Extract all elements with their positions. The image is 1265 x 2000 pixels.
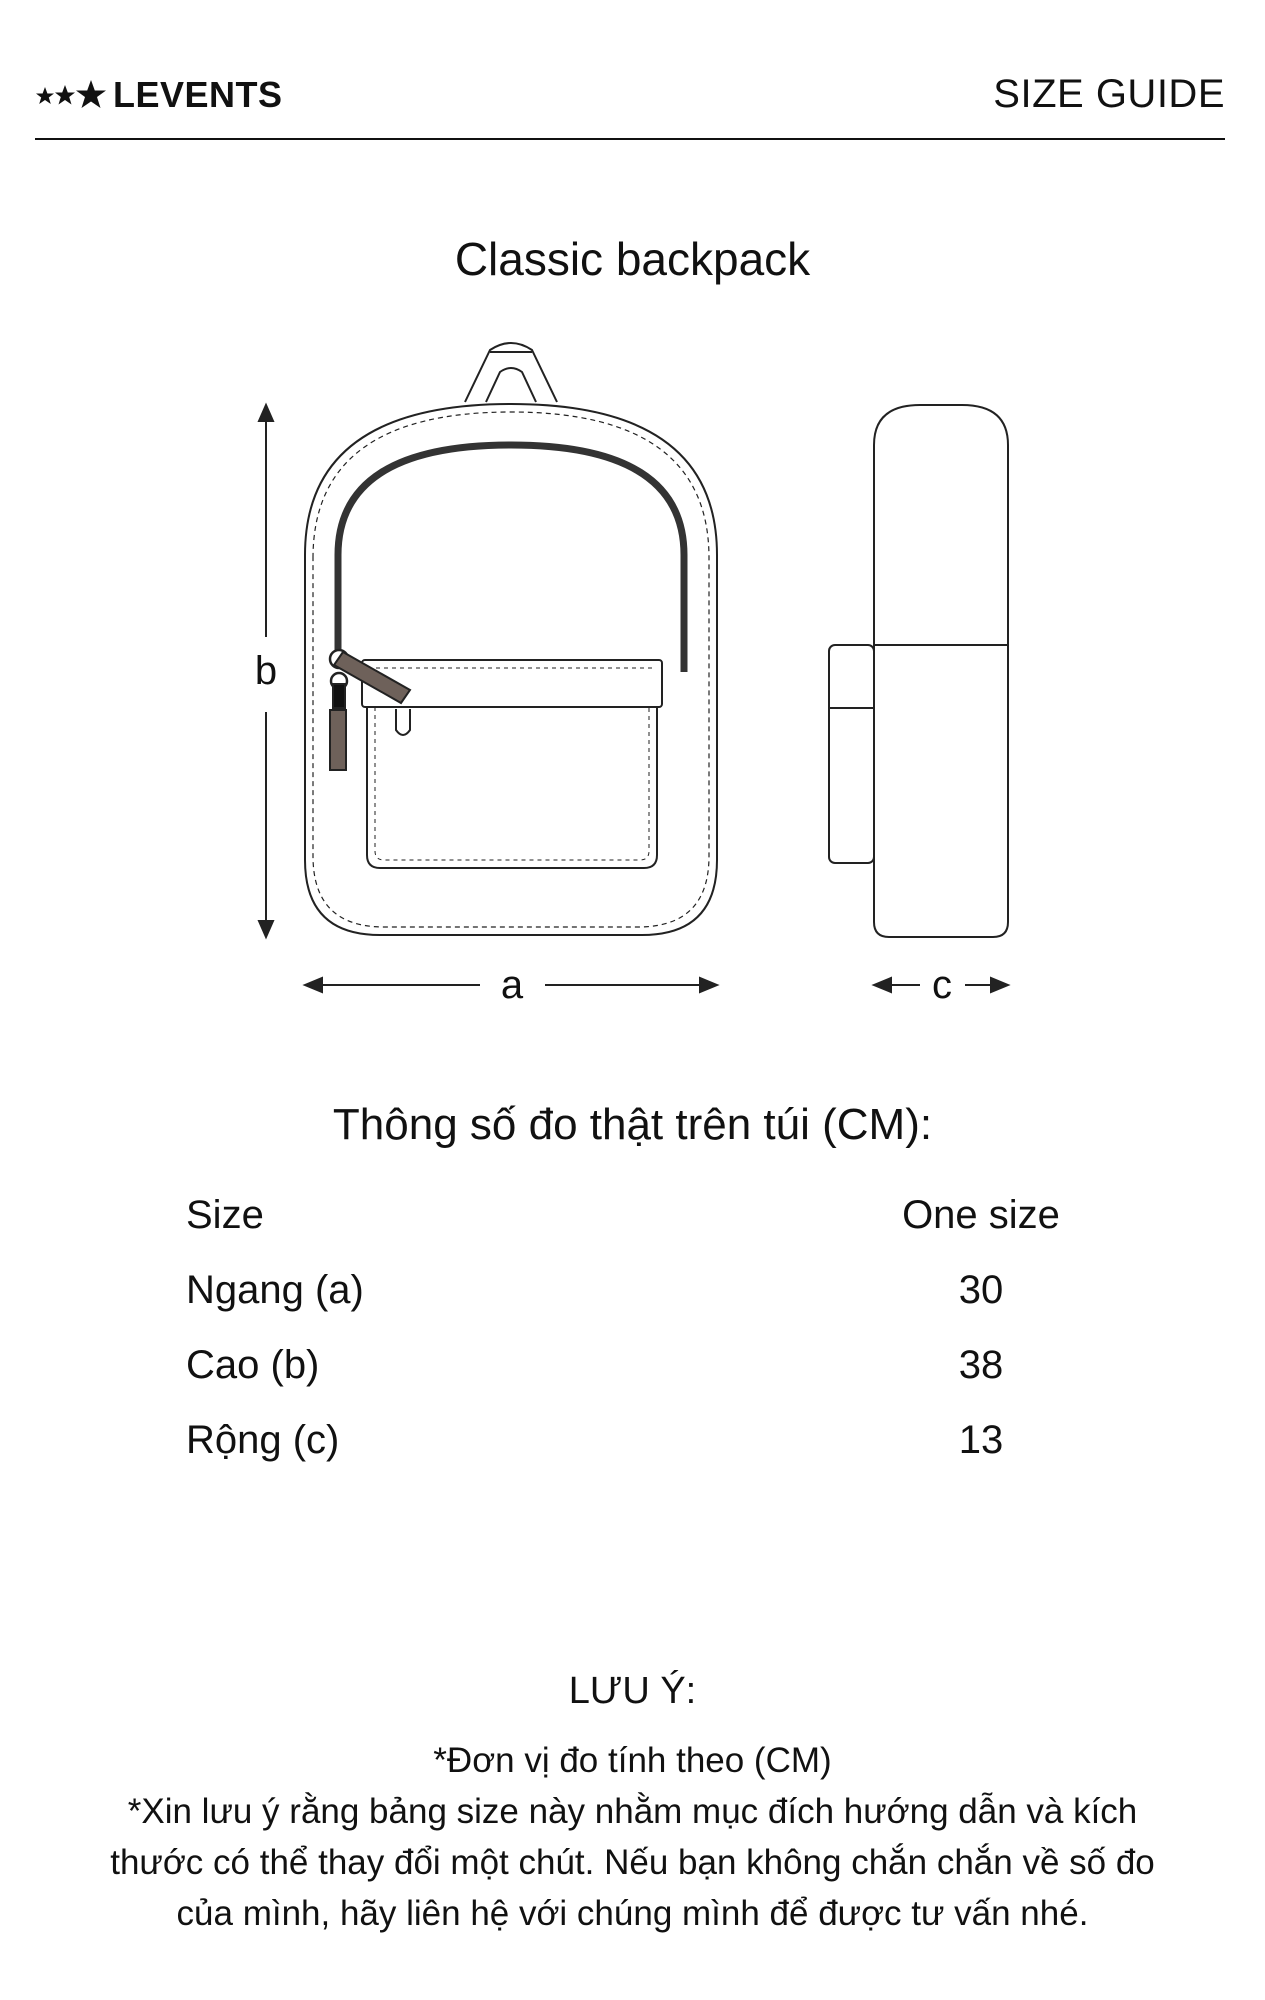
side-view [829,405,1008,937]
dimension-label-a: a [500,963,524,1007]
note-line: *Xin lưu ý rằng bảng size này nhằm mục đích hướng dẫn và kích [127,1792,1138,1831]
dimension-label-b: b [254,649,278,693]
spec-header-row [186,1185,1086,1260]
dimension-label-c: c [932,963,952,1007]
spec-table [186,1185,1086,1485]
dimension-arrows [259,405,1008,992]
note-line: *Đơn vị đo tính theo (CM) [433,1741,832,1780]
spec-title: Thông số đo thật trên túi (CM): [332,1100,933,1149]
front-view [305,343,717,935]
spec-row-width [186,1260,1086,1335]
spec-value-height: 38 [958,1343,1004,1387]
note-line: của mình, hãy liên hệ với chúng mình để được tư vấn nhé. [176,1894,1089,1933]
spec-row-depth [186,1410,1086,1485]
note-title: LƯU Ý: [568,1670,697,1712]
spec-value-width: 30 [958,1268,1004,1312]
spec-value-depth: 13 [958,1418,1004,1462]
guide-title: SIZE GUIDE [993,72,1225,116]
spec-label-width: Ngang (a) [186,1268,364,1312]
spec-header-value: One size [902,1193,1060,1237]
brand-name: LEVENTS [113,74,283,115]
product-title: Classic backpack [454,233,811,285]
note-text [0,1735,1265,1939]
spec-label-height: Cao (b) [186,1343,320,1387]
spec-row-height [186,1335,1086,1410]
note-line: thước có thể thay đổi một chút. Nếu bạn không chắn chắn về số đo [110,1843,1155,1882]
spec-label-depth: Rộng (c) [186,1418,340,1462]
spec-header-label: Size [186,1193,264,1237]
